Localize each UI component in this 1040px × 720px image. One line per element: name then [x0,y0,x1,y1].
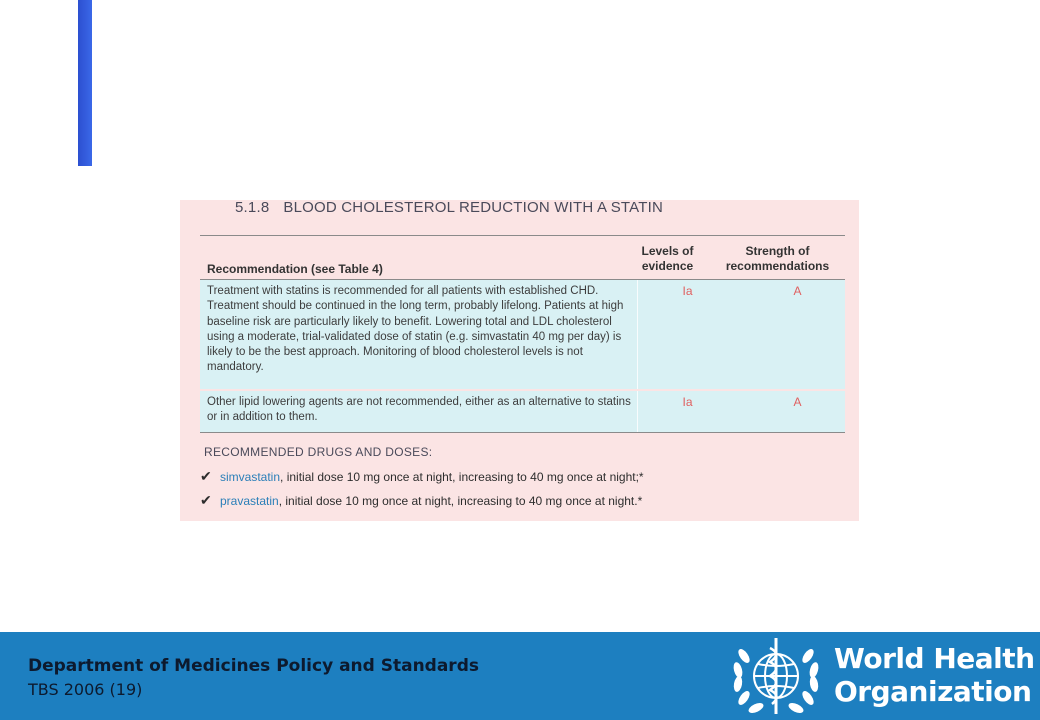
who-emblem-icon [728,634,824,718]
evidence-level: Ia [682,284,693,298]
table-row [200,280,845,389]
column-header-levels: Levels of evidence [641,244,694,273]
column-header-strength: Strength of recommendations [725,244,830,273]
column-separator [637,391,638,432]
drugs-heading: RECOMMENDED DRUGS AND DOSES: [204,445,433,459]
evidence-level: Ia [682,395,693,409]
department-name: Department of Medicines Policy and Standards [28,656,479,676]
section-number: 5.1.8 [235,200,270,216]
guideline-table-image [180,200,859,521]
drug-name: pravastatin [220,494,279,508]
drug-item [200,492,642,509]
organization-name [834,642,1035,708]
drug-dose: , initial dose 10 mg once at night, increasing to 40 mg once at night;* [280,470,644,484]
table-top-rule [200,235,845,236]
table-bottom-rule [200,432,845,433]
recommendation-strength: A [793,395,802,409]
footer-bar [0,632,1040,720]
drug-dose: , initial dose 10 mg once at night, increasing to 40 mg once at night.* [278,494,643,508]
checkmark-icon: ✔ [200,492,212,508]
section-title-text: BLOOD CHOLESTEROL REDUCTION WITH A STATIN [283,200,664,216]
column-header-recommendation: Recommendation (see Table 4) [207,262,383,276]
recommendation-text: Other lipid lowering agents are not recommended, either as an alternative to statins or in addition to them. [207,396,631,424]
drug-name: simvastatin [220,470,281,484]
recommendation-text: Treatment with statins is recommended for all patients with established CHD. Treatment should be continued in the long term, probably lifelong. Patients at high baseline risk are particularly likely to benefit. Lowering total and LDL cholesterol using a moderate, trial-validated dose of statin (e.g. simvastatin 40 mg per day) is likely to be the best approach. Monitoring of blood cholesterol levels is not mandatory. [207,285,624,374]
slide-reference: TBS 2006 (19) [28,680,143,699]
section-title [235,200,663,216]
organization-name-line1: World Health [834,642,1035,675]
drug-item [200,468,644,485]
checkmark-icon: ✔ [200,468,212,484]
organization-name-line2: Organization [834,675,1032,708]
column-separator [637,280,638,389]
table-row [200,391,845,432]
accent-bar [78,0,92,166]
recommendation-strength: A [793,284,802,298]
